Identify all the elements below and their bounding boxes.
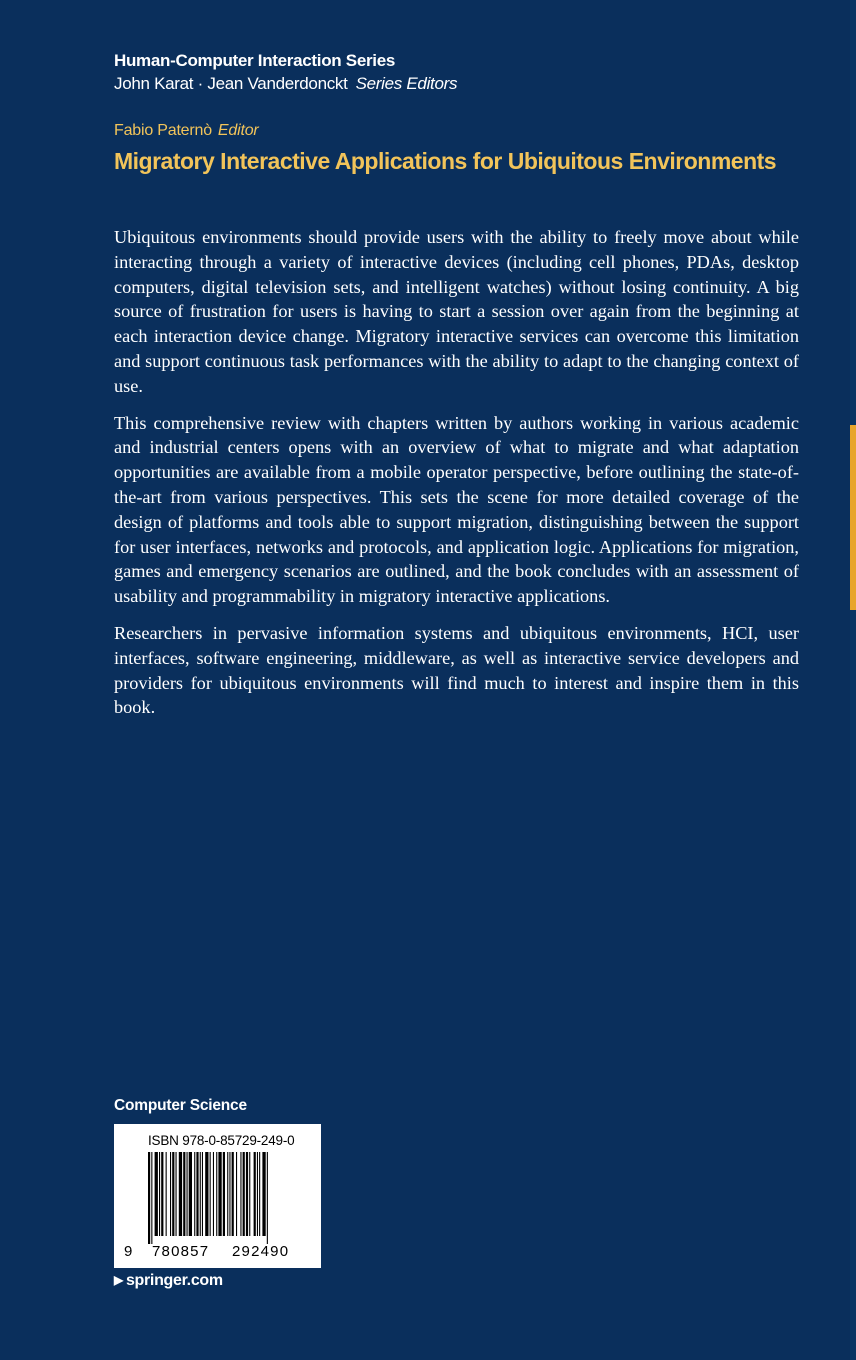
barcode-bar: [170, 1152, 171, 1236]
barcode-bar: [189, 1152, 192, 1236]
series-editors: [114, 72, 457, 96]
book-editor: [114, 120, 776, 142]
barcode-bar: [223, 1152, 225, 1236]
barcode-bar: [259, 1152, 260, 1236]
description-paragraph: Researchers in pervasive information systems and ubiquitous environments, HCI, user interfaces, software engineering, middleware, as well as interactive service developers and providers for ubiquitous environments will find much to interest and inspire them in this book.: [114, 622, 799, 718]
barcode-bar: [236, 1152, 237, 1236]
barcode-bar: [262, 1152, 265, 1236]
book-header: [114, 120, 776, 176]
spine-edge: [850, 0, 856, 1360]
barcode-bar: [246, 1152, 248, 1236]
barcode-bar: [196, 1152, 198, 1236]
barcode-bar: [210, 1152, 211, 1236]
barcode-bar: [183, 1152, 185, 1236]
barcode-bar: [232, 1152, 234, 1236]
book-editor-role: Editor: [217, 122, 259, 139]
barcode-bar: [176, 1152, 177, 1236]
barcode-bar: [213, 1152, 214, 1236]
spine-accent-stripe: [850, 425, 856, 610]
series-editors-role: Series Editors: [355, 74, 458, 93]
barcode-bar: [200, 1152, 201, 1236]
barcode-bar: [243, 1152, 245, 1236]
barcode-bar: [187, 1152, 188, 1236]
book-title: Migratory Interactive Applications for Ubiquitous Environments: [114, 148, 777, 174]
barcode-bar: [267, 1152, 268, 1244]
arrow-right-icon: ▶: [114, 1273, 123, 1287]
barcode-lead-digit: 9: [124, 1243, 133, 1260]
barcode-bar: [257, 1152, 258, 1236]
barcode-bar: [249, 1152, 250, 1236]
barcode-bar: [155, 1152, 158, 1236]
barcode-bar: [161, 1152, 163, 1236]
series-title: Human-Computer Interaction Series: [114, 51, 396, 70]
barcode-bar: [166, 1152, 167, 1236]
barcode-bar: [194, 1152, 195, 1236]
barcode-bar: [148, 1152, 150, 1244]
barcode-bar: [218, 1152, 221, 1236]
publisher-link[interactable]: [114, 1272, 223, 1290]
description-paragraph: This comprehensive review with chapters written by authors working in various academic and industrial centers opens with an overview of what to migrate and what adaptation opportunities are available from a mobile operator perspective, before outlining the state-of-the-art from various perspectives. This sets the scene for more detailed coverage of the design of platforms and tools able to support migration, distinguishing between the support for user interfaces, networks and protocols, and application logic. Applications for migration, games and emergency scenarios are outlined, and the book concludes with an assessment of usability and programmability in migratory interactive applications.: [114, 412, 799, 607]
barcode-bar: [179, 1152, 182, 1236]
description-paragraph: Ubiquitous environments should provide users with the ability to freely move about while interacting through a variety of interactive devices (including cell phones, PDAs, desktop computers, digital television sets, and intelligent watches) without losing continuity. A big source of frustration for users is having to start a session over again from the beginning at each interaction device change. Migratory interactive services can overcome this limitation and support continuous task performances with the ability to adapt to the changing context of use.: [114, 227, 799, 396]
barcode-bar: [216, 1152, 217, 1236]
barcode-bar: [227, 1152, 228, 1236]
isbn-label: ISBN 978-0-85729-249-0: [148, 1133, 295, 1148]
isbn-barcode: [114, 1124, 321, 1268]
barcode-bars: [114, 1124, 321, 1268]
series-header: [114, 50, 457, 96]
barcode-bar: [254, 1152, 256, 1236]
series-editors-names: John Karat · Jean Vanderdonckt: [114, 74, 348, 93]
book-description: [114, 225, 799, 732]
barcode-right-digits: 292490: [232, 1243, 290, 1260]
barcode-bar: [240, 1152, 241, 1236]
barcode-left-digits: 780857: [152, 1243, 210, 1260]
barcode-bar: [172, 1152, 174, 1236]
publisher-url: springer.com: [125, 1272, 223, 1289]
barcode-bar: [229, 1152, 230, 1236]
book-editor-name: Fabio Paternò: [114, 122, 212, 139]
subject-category: Computer Science: [114, 1097, 247, 1114]
barcode-bar: [159, 1152, 160, 1236]
barcode-bar: [202, 1152, 203, 1236]
barcode-bar: [151, 1152, 152, 1244]
barcode-bar: [205, 1152, 208, 1236]
